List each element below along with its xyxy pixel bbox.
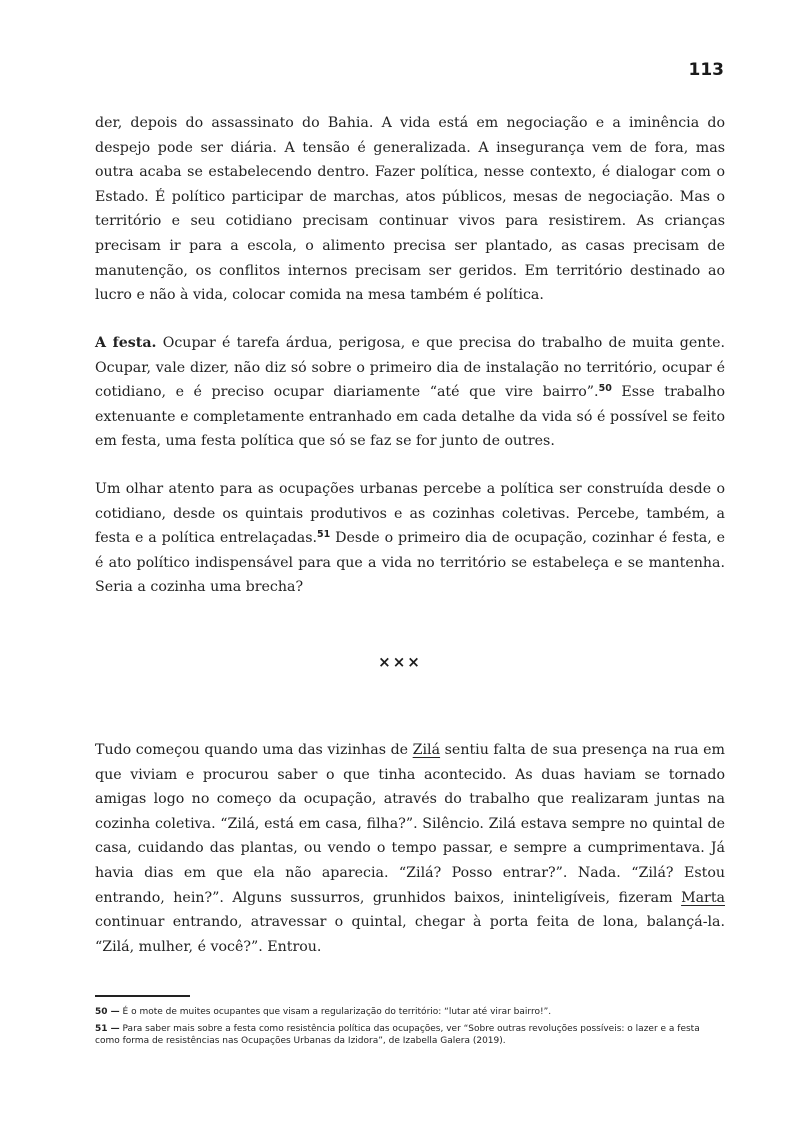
page-number: 113 bbox=[688, 60, 724, 80]
footnotes bbox=[95, 1006, 725, 1052]
footnote-rule bbox=[95, 995, 190, 997]
footnote-ref-50[interactable]: 50 bbox=[598, 383, 612, 395]
section-divider: ××× bbox=[378, 653, 422, 671]
name-zila-link[interactable]: Zilá bbox=[412, 742, 441, 758]
footnote-number: 51 — bbox=[95, 1023, 120, 1034]
name-marta-link[interactable]: Marta bbox=[681, 889, 725, 906]
paragraph-2-text-a: Ocupar é tarefa árdua, perigosa, e que precisa do trabalho de muita gente. Ocupar, vale dizer, não diz só sobre o primeiro dia de instalação no território, ocupar é cotidiano, e é preciso ocupar diariamente “até que vire bairro”. bbox=[95, 335, 725, 401]
paragraph-1-text: der, depois do assassinato do Bahia. A vida está em negociação e a iminência do despejo pode ser diária. A tensão é generalizada. A insegurança vem de fora, mas outra acaba se estabelecendo dentro. Fazer política, nesse contexto, é dialogar com o Estado. É político participar de marchas, atos públicos, mesas de negociação. Mas o território e seu cotidiano precisam continuar vivos para resistirem. As crianças precisam ir para a escola, o alimento precisa ser plantado, as casas precisam de manutenção, os conflitos internos precisam ser geridos. Em território destinado ao lucro e não à vida, colocar comida na mesa também é política. bbox=[95, 115, 725, 304]
paragraph-2 bbox=[95, 331, 725, 454]
paragraph-4-text-a: Tudo começou quando uma das vizinhas de bbox=[95, 742, 413, 758]
paragraph-3 bbox=[95, 477, 725, 600]
paragraph-3-text-a: Um olhar atento para as ocupações urbanas percebe a política ser construída desde o cotidiano, desde os quintais produtivos e as cozinhas coletivas. Percebe, também, a festa e a política entrelaçadas. bbox=[95, 481, 725, 547]
paragraph-4-text-c: continuar entrando, atravessar o quintal, chegar à porta feita de lona, balançá-la. “Zilá, mulher, é você?”. Entrou. bbox=[95, 914, 725, 955]
paragraph-2-lead: A festa. bbox=[95, 335, 157, 351]
footnote-51 bbox=[95, 1023, 725, 1048]
paragraph-2-text-b: Esse trabalho extenuante e completamente entranhado em cada detalhe da vida só é possível se feito em festa, uma festa política que só se faz se for junto de outres. bbox=[95, 384, 725, 450]
paragraph-4-text-b: sentiu falta de sua presença na rua em que viviam e procurou saber o que tinha acontecido. As duas haviam se tornado amigas logo no começo da ocupação, através do trabalho que realizaram juntas na cozinha coletiva. “Zilá, está em casa, filha?”. Silêncio. Zilá estava sempre no quintal de casa, cuidando das plantas, ou vendo o tempo passar, e sempre a cumprimentava. Já havia dias em que ela não aparecia. “Zilá? Posso entrar?”. Nada. “Zilá? Estou entrando, hein?”. Alguns sussurros, grunhidos baixos, ininteligíveis, fizeram bbox=[95, 742, 725, 906]
footnote-text: É o mote de muites ocupantes que visam a regularização do território: “lutar até virar bairro!”. bbox=[119, 1007, 552, 1017]
paragraph-1 bbox=[95, 111, 725, 308]
footnote-text: Para saber mais sobre a festa como resistência política das ocupações, ver “Sobre outras revoluções possíveis: o lazer e a festa como forma de resistências nas Ocupações Urbanas da Izidora”, de Izabella Galera (2019). bbox=[95, 1023, 700, 1046]
footnote-number: 50 — bbox=[95, 1007, 120, 1017]
paragraph-4 bbox=[95, 738, 725, 959]
paragraph-3-text-b: Desde o primeiro dia de ocupação, cozinhar é festa, e é ato político indispensável para que a vida no território se estabeleça e se mantenha. Seria a cozinha uma brecha? bbox=[95, 530, 726, 596]
footnote-50 bbox=[95, 1006, 725, 1019]
footnote-ref-51[interactable]: 51 bbox=[317, 529, 331, 541]
